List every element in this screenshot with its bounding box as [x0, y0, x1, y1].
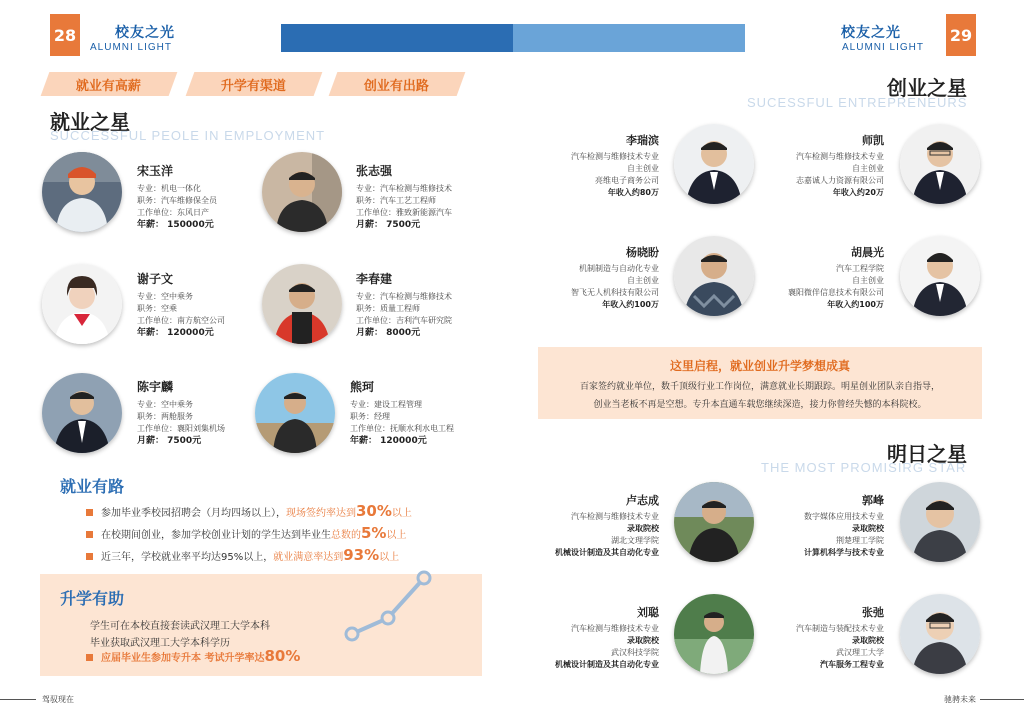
page-number-left: 28 — [50, 14, 80, 56]
avatar — [900, 482, 980, 562]
promising-info-3: 刘聪 汽车检测与维修技术专业 录取院校 武汉科技学院 机械设计制造及其自动化专业 — [555, 606, 659, 669]
salary: 年薪： 150000元 — [137, 220, 214, 230]
road-item-2: 在校期间创业，参加学校创业计划的学生达到毕业生 总数的 5% 以上 — [86, 524, 406, 542]
entrepreneur-person-1 — [674, 124, 754, 204]
page-number-right: 29 — [946, 14, 976, 56]
avatar — [255, 373, 335, 453]
banner-study-channel: 升学有渠道 — [186, 72, 323, 96]
employment-subtitle: SUCCESSFUL PEOLE IN EMPLOYMENT — [50, 128, 326, 143]
promising-info-4: 张弛 汽车制造与装配技术专业 录取院校 武汉理工大学 汽车服务工程专业 — [796, 606, 884, 669]
study-title: 升学有助 — [60, 589, 125, 608]
road-title: 就业有路 — [60, 477, 125, 496]
salary: 月薪： 7500元 — [137, 436, 202, 446]
avatar — [262, 264, 342, 344]
employment-title: 就业之星 — [50, 110, 130, 134]
salary: 年薪： 120000元 — [137, 328, 214, 338]
entrepreneurs-subtitle: SUCESSFUL ENTREPRENEURS — [747, 95, 968, 110]
person-name: 胡晨光 — [851, 246, 884, 259]
motto-title: 这里启程，就业创业升学梦想成真 — [669, 359, 850, 373]
promising-person-2 — [900, 482, 980, 562]
growth-line-icon — [340, 566, 440, 646]
study-line-2: 毕业获取武汉理工大学本科学历 — [90, 638, 230, 649]
entrepreneur-info-1: 李瑞滨 汽车检测与维修技术专业 自主创业 亮维电子商务公司 年收入约80万 — [571, 134, 659, 197]
entrepreneur-info-2: 师凯 汽车检测与维修技术专业 自主创业 志嘉诚人力资源有限公司 年收入约20万 — [796, 134, 884, 197]
entrepreneur-person-3 — [674, 236, 754, 316]
avatar — [900, 236, 980, 316]
avatar — [674, 482, 754, 562]
promising-title: 明日之星 — [887, 442, 967, 466]
avatar — [674, 124, 754, 204]
employment-person-6 — [255, 373, 335, 453]
employment-info-1: 宋玉洋 专业：机电一体化 职务：汽车维修保全员 工作单位：东风日产 年薪： 150000元 — [137, 164, 217, 230]
bullet-icon — [86, 509, 93, 516]
person-name: 刘聪 — [637, 606, 659, 619]
motto-text: 百家签约就业单位，数千顶级行业工作岗位，满意就业长期跟踪。明星创业团队亲自指导， 创业当老板不再是空想。专升本直通车载您继续深造，接力你曾经失憾的本科院校。 — [579, 382, 940, 410]
study-line-1: 学生可在本校直接套读武汉理工大学本科 — [90, 621, 270, 632]
bullet-icon — [86, 553, 93, 560]
person-name: 熊珂 — [350, 380, 375, 394]
footer-left: 驾驭现在 — [42, 695, 74, 704]
person-name: 杨晓盼 — [626, 246, 659, 259]
person-name: 张志强 — [356, 164, 393, 178]
banner-high-salary: 就业有高薪 — [41, 72, 178, 96]
header-bar-dark — [281, 24, 513, 52]
avatar — [900, 594, 980, 674]
promising-info-2: 郭峰 数字媒体应用技术专业 录取院校 荆楚理工学院 计算机科学与技术专业 — [804, 494, 884, 557]
salary: 年薪： 120000元 — [350, 436, 427, 446]
avatar — [674, 594, 754, 674]
employment-person-2 — [262, 152, 342, 232]
salary: 月薪： 8000元 — [356, 328, 421, 338]
brand-subtitle-left: ALUMNI LIGHT — [90, 42, 173, 53]
avatar — [674, 236, 754, 316]
bullet-icon — [86, 654, 93, 661]
employment-info-3: 谢子文 专业：空中乘务 职务：空乘 工作单位：南方航空公司 年薪： 120000元 — [137, 272, 225, 338]
person-name: 郭峰 — [862, 494, 884, 507]
avatar — [42, 373, 122, 453]
banner-startup-path: 创业有出路 — [329, 72, 466, 96]
brand-title-left: 校友之光 — [115, 25, 175, 41]
footer-divider-left — [0, 699, 36, 700]
person-name: 陈宇麟 — [137, 380, 174, 394]
brand-subtitle-right: ALUMNI LIGHT — [842, 42, 925, 53]
footer-divider-right — [980, 699, 1024, 700]
person-name: 李春建 — [356, 272, 393, 286]
promising-person-4 — [900, 594, 980, 674]
promising-person-3 — [674, 594, 754, 674]
employment-person-3 — [42, 264, 122, 344]
employment-info-2: 张志强 专业：汽车检测与维修技术 职务：汽车工艺工程师 工作单位：雅致新能源汽车 月薪： 7500元 — [356, 164, 452, 230]
employment-person-1 — [42, 152, 122, 232]
footer-right: 驰骋未来 — [944, 695, 976, 704]
avatar — [900, 124, 980, 204]
salary: 月薪： 7500元 — [356, 220, 421, 230]
brand-title-right: 校友之光 — [841, 25, 901, 41]
employment-info-4: 李春建 专业：汽车检测与维修技术 职务：质量工程师 工作单位：吉利汽车研究院 月薪： 8000元 — [356, 272, 452, 338]
avatar — [42, 152, 122, 232]
entrepreneur-person-2 — [900, 124, 980, 204]
person-name: 张弛 — [862, 606, 884, 619]
avatar — [42, 264, 122, 344]
entrepreneurs-title: 创业之星 — [887, 76, 967, 100]
promising-person-1 — [674, 482, 754, 562]
road-item-1: 参加毕业季校园招聘会（月均四场以上）， 现场签约率达到 30% 以上 — [86, 502, 412, 520]
person-name: 宋玉洋 — [137, 164, 174, 178]
avatar — [262, 152, 342, 232]
person-name: 谢子文 — [137, 272, 174, 286]
entrepreneur-info-4: 胡晨光 汽车工程学院 自主创业 襄阳微伴信息技术有限公司 年收入约100万 — [788, 246, 884, 309]
person-name: 卢志成 — [626, 494, 659, 507]
bullet-icon — [86, 531, 93, 538]
employment-info-5: 陈宇麟 专业：空中乘务 职务：两舱服务 工作单位：襄阳刘集机场 月薪： 7500元 — [137, 380, 225, 446]
person-name: 师凯 — [862, 134, 884, 147]
employment-person-4 — [262, 264, 342, 344]
employment-person-5 — [42, 373, 122, 453]
employment-info-6: 熊珂 专业：建设工程管理 职务：经理 工作单位：抚顺水利水电工程 年薪： 120000元 — [350, 380, 454, 446]
entrepreneur-info-3: 杨晓盼 机制制造与自动化专业 自主创业 智飞无人机科技有限公司 年收入约100万 — [571, 246, 659, 309]
study-line-3: 应届毕业生参加专升本 考试升学率达 80% — [86, 647, 300, 665]
person-name: 李瑞滨 — [626, 134, 659, 147]
promising-subtitle: THE MOST PROMISIRG STAR — [761, 460, 967, 475]
entrepreneur-person-4 — [900, 236, 980, 316]
header-bar-light — [513, 24, 745, 52]
road-item-3: 近三年，学校就业率平均达95%以上， 就业满意率达到 93% 以上 — [86, 546, 399, 564]
promising-info-1: 卢志成 汽车检测与维修技术专业 录取院校 湖北文理学院 机械设计制造及其自动化专业 — [555, 494, 659, 557]
